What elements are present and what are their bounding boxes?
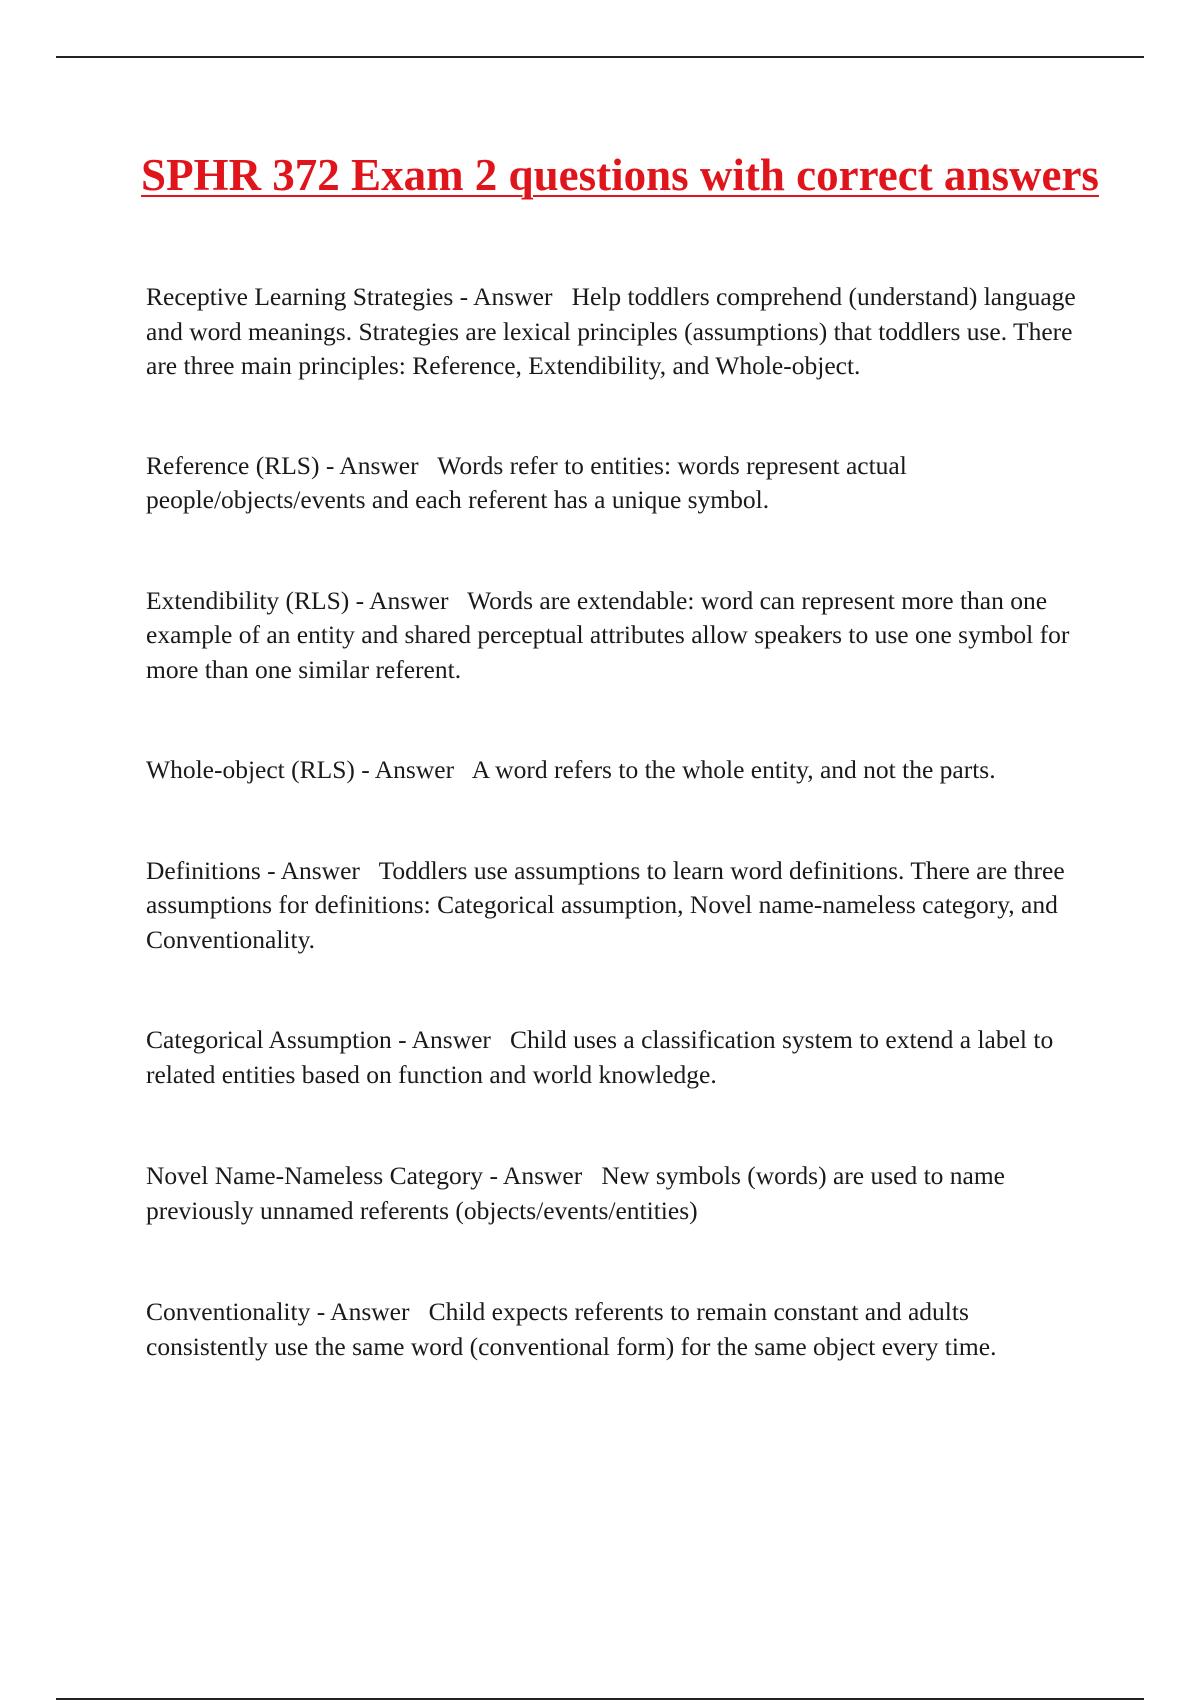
- qa-entry: [146, 1023, 1096, 1092]
- answer-separator: - Answer: [319, 450, 438, 480]
- qa-entry: [146, 449, 1096, 518]
- document-title: SPHR 372 Exam 2 questions with correct answers: [141, 150, 1099, 200]
- entry-term: Categorical Assumption: [146, 1025, 392, 1054]
- answer-separator: - Answer: [349, 585, 468, 615]
- qa-entry: [146, 584, 1096, 688]
- entry-definition: A word refers to the whole entity, and not the parts.: [471, 755, 996, 784]
- entry-term: Novel Name-Nameless Category: [146, 1161, 484, 1190]
- entry-term: Conventionality: [146, 1297, 311, 1326]
- entry-definition: Words are extendable: word can represent more than one example of an entity and shared perceptual attributes allow speakers to use one symbol for more than one similar referent.: [146, 585, 1070, 684]
- entry-term: Extendibility (RLS): [146, 585, 350, 615]
- qa-entry: [146, 1295, 1096, 1364]
- entry-definition: Toddlers use assumptions to learn word definitions. There are three assumptions for definitions: Categorical assumption, Novel name-nameless category, and Conventionality.: [146, 855, 1065, 954]
- qa-entry: [146, 1159, 1096, 1228]
- qa-entry: [146, 854, 1096, 958]
- answer-separator: - Answer: [310, 1297, 429, 1326]
- qa-entry: [146, 753, 1096, 788]
- answer-separator: - Answer: [483, 1161, 602, 1190]
- entry-term: Receptive Learning Strategies: [146, 282, 454, 311]
- header-rule: [56, 56, 1144, 58]
- entry-term: Definitions: [146, 855, 261, 885]
- entry-definition: Child expects referents to remain constant and adults consistently use the same word (conventional form) for the same object every time.: [146, 1297, 997, 1361]
- qa-list: [146, 280, 1096, 1364]
- entry-definition: Child uses a classification system to extend a label to related entities based on function and world knowledge.: [146, 1025, 1054, 1089]
- entry-definition: Help toddlers comprehend (understand) language and word meanings. Strategies are lexical principles (assumptions) that toddlers use. There are three main principles: Reference, Extendibility, and Whole-object.: [146, 282, 1076, 380]
- answer-separator: - Answer: [260, 855, 379, 885]
- entry-definition: New symbols (words) are used to name previously unnamed referents (objects/events/entities): [146, 1161, 1005, 1225]
- answer-separator: - Answer: [391, 1025, 511, 1054]
- answer-separator: - Answer: [453, 282, 572, 311]
- entry-term: Whole-object (RLS): [146, 755, 355, 784]
- answer-separator: - Answer: [354, 755, 472, 784]
- entry-definition: Words refer to entities: words represent actual people/objects/events and each referent has a unique symbol.: [146, 450, 907, 514]
- entry-term: Reference (RLS): [146, 450, 320, 480]
- qa-entry: [146, 280, 1096, 384]
